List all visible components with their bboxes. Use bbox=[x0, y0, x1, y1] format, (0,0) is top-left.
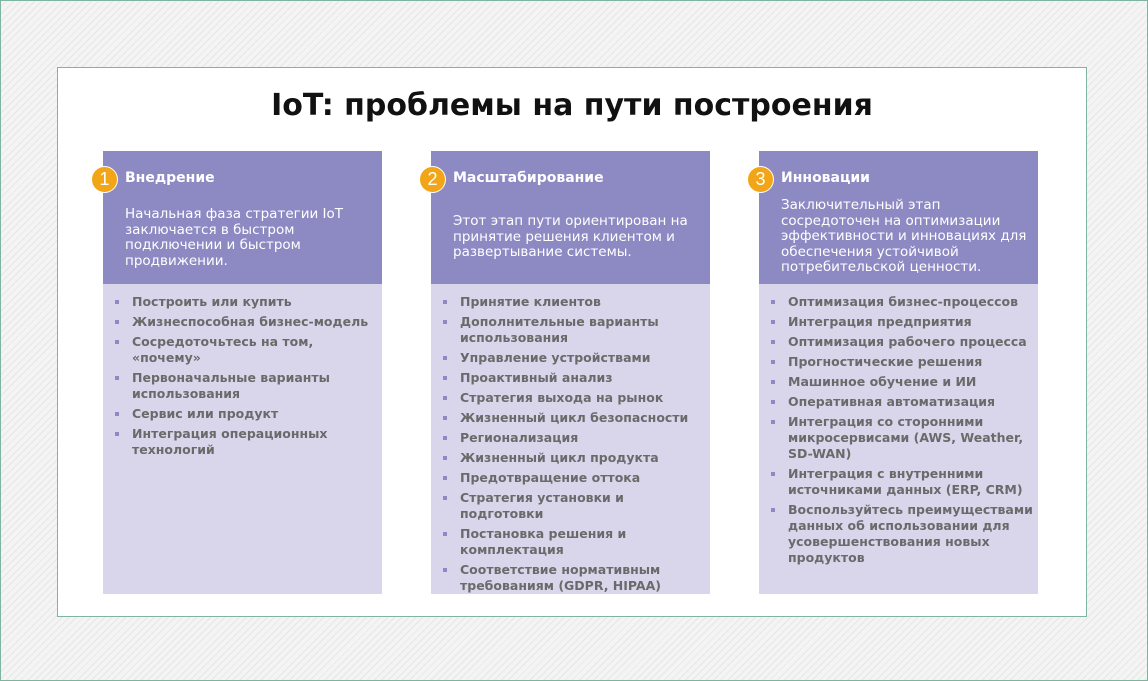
card-description: Начальная фаза стратегии IoT заключается в быстром подключении и быстром продвижении. bbox=[125, 206, 344, 269]
bullet-icon bbox=[443, 532, 447, 536]
bullet-icon bbox=[443, 376, 447, 380]
bullet-icon bbox=[115, 300, 119, 304]
list-item-text: Жизнеспособная бизнес-модель bbox=[132, 314, 369, 329]
bullet-icon bbox=[443, 396, 447, 400]
list-item bbox=[115, 314, 377, 330]
card-header bbox=[755, 151, 1038, 284]
bullet-icon bbox=[771, 320, 775, 324]
card-title: Внедрение bbox=[125, 170, 215, 186]
bullet-icon bbox=[115, 376, 119, 380]
list-item-text: Проактивный анализ bbox=[460, 370, 613, 385]
card-title: Масштабирование bbox=[453, 170, 604, 186]
list-item bbox=[771, 334, 1033, 350]
list-item-text: Постановка решения и комплектация bbox=[460, 526, 627, 557]
list-item bbox=[771, 374, 1033, 390]
card-description: Заключительный этап сосредоточен на оптимизации эффективности и инновациях для обеспечения устойчивой потребительской ценности. bbox=[781, 197, 1027, 275]
slide-title: IoT: проблемы на пути построения bbox=[271, 88, 873, 123]
list-item-text: Регионализация bbox=[460, 430, 579, 445]
list-item-text: Соответствие нормативным требованиям (GDPR, HIPAA) bbox=[460, 562, 661, 593]
bullet-icon bbox=[115, 320, 119, 324]
list-item-text: Машинное обучение и ИИ bbox=[788, 374, 977, 389]
list-item bbox=[443, 450, 705, 466]
list-item bbox=[443, 526, 705, 558]
list-item-text: Воспользуйтесь преимуществами данных об использовании для усовершенствования новых продуктов bbox=[788, 502, 1033, 565]
list-item bbox=[443, 350, 705, 366]
bullet-icon bbox=[443, 416, 447, 420]
bullet-icon bbox=[771, 380, 775, 384]
list-item-text: Построить или купить bbox=[132, 294, 292, 309]
list-item bbox=[115, 370, 377, 402]
list-item bbox=[443, 430, 705, 446]
list-item-text: Прогностические решения bbox=[788, 354, 983, 369]
list-item-text: Сервис или продукт bbox=[132, 406, 279, 421]
list-item-text: Интеграция предприятия bbox=[788, 314, 972, 329]
list-item bbox=[115, 406, 377, 422]
list-item-text: Оптимизация бизнес-процессов bbox=[788, 294, 1019, 309]
list-item-text: Интеграция операционных технологий bbox=[132, 426, 328, 457]
list-item-text: Стратегия выхода на рынок bbox=[460, 390, 664, 405]
item-list bbox=[443, 294, 705, 598]
card-innovation bbox=[755, 151, 1038, 594]
card-header bbox=[427, 151, 710, 284]
list-item bbox=[443, 390, 705, 406]
list-item-text: Жизненный цикл продукта bbox=[460, 450, 659, 465]
bullet-icon bbox=[771, 360, 775, 364]
list-item-text: Оптимизация рабочего процесса bbox=[788, 334, 1027, 349]
list-item bbox=[115, 334, 377, 366]
bullet-icon bbox=[771, 420, 775, 424]
bullet-icon bbox=[771, 300, 775, 304]
list-item bbox=[443, 314, 705, 346]
list-item bbox=[443, 562, 705, 594]
item-list bbox=[771, 294, 1033, 570]
list-item bbox=[443, 470, 705, 486]
bullet-icon bbox=[771, 400, 775, 404]
bullet-icon bbox=[115, 412, 119, 416]
list-item bbox=[443, 294, 705, 310]
bullet-icon bbox=[443, 356, 447, 360]
bullet-icon bbox=[443, 320, 447, 324]
bullet-icon bbox=[443, 456, 447, 460]
slide-panel bbox=[57, 67, 1087, 617]
list-item bbox=[771, 502, 1033, 566]
item-list bbox=[115, 294, 377, 462]
step-number-badge: 2 bbox=[419, 166, 446, 193]
list-item-text: Первоначальные варианты использования bbox=[132, 370, 330, 401]
bullet-icon bbox=[115, 432, 119, 436]
list-item bbox=[115, 426, 377, 458]
list-item-text: Интеграция со сторонними микросервисами (AWS, Weather, SD-WAN) bbox=[788, 414, 1024, 461]
list-item-text: Стратегия установки и подготовки bbox=[460, 490, 624, 521]
list-item-text: Принятие клиентов bbox=[460, 294, 601, 309]
list-item bbox=[771, 314, 1033, 330]
card-description: Этот этап пути ориентирован на принятие решения клиентом и развертывание системы. bbox=[453, 213, 688, 260]
list-item-text: Интеграция с внутренними источниками данных (ERP, CRM) bbox=[788, 466, 1023, 497]
list-item bbox=[443, 410, 705, 426]
bullet-icon bbox=[115, 340, 119, 344]
bullet-icon bbox=[771, 472, 775, 476]
list-item-text: Управление устройствами bbox=[460, 350, 651, 365]
list-item bbox=[771, 354, 1033, 370]
bullet-icon bbox=[443, 300, 447, 304]
step-number-badge: 3 bbox=[747, 166, 774, 193]
card-scaling bbox=[427, 151, 710, 594]
bullet-icon bbox=[771, 340, 775, 344]
card-title: Инновации bbox=[781, 170, 870, 186]
bullet-icon bbox=[443, 476, 447, 480]
bullet-icon bbox=[443, 436, 447, 440]
list-item bbox=[443, 370, 705, 386]
list-item-text: Жизненный цикл безопасности bbox=[460, 410, 689, 425]
list-item bbox=[771, 466, 1033, 498]
list-item bbox=[115, 294, 377, 310]
list-item bbox=[771, 414, 1033, 462]
list-item-text: Сосредоточьтесь на том, «почему» bbox=[132, 334, 314, 365]
list-item bbox=[443, 490, 705, 522]
list-item bbox=[771, 294, 1033, 310]
list-item-text: Оперативная автоматизация bbox=[788, 394, 996, 409]
list-item bbox=[771, 394, 1033, 410]
bullet-icon bbox=[771, 508, 775, 512]
card-adoption bbox=[99, 151, 382, 594]
list-item-text: Дополнительные варианты использования bbox=[460, 314, 659, 345]
card-header bbox=[99, 151, 382, 284]
bullet-icon bbox=[443, 568, 447, 572]
bullet-icon bbox=[443, 496, 447, 500]
step-number-badge: 1 bbox=[91, 166, 118, 193]
list-item-text: Предотвращение оттока bbox=[460, 470, 641, 485]
